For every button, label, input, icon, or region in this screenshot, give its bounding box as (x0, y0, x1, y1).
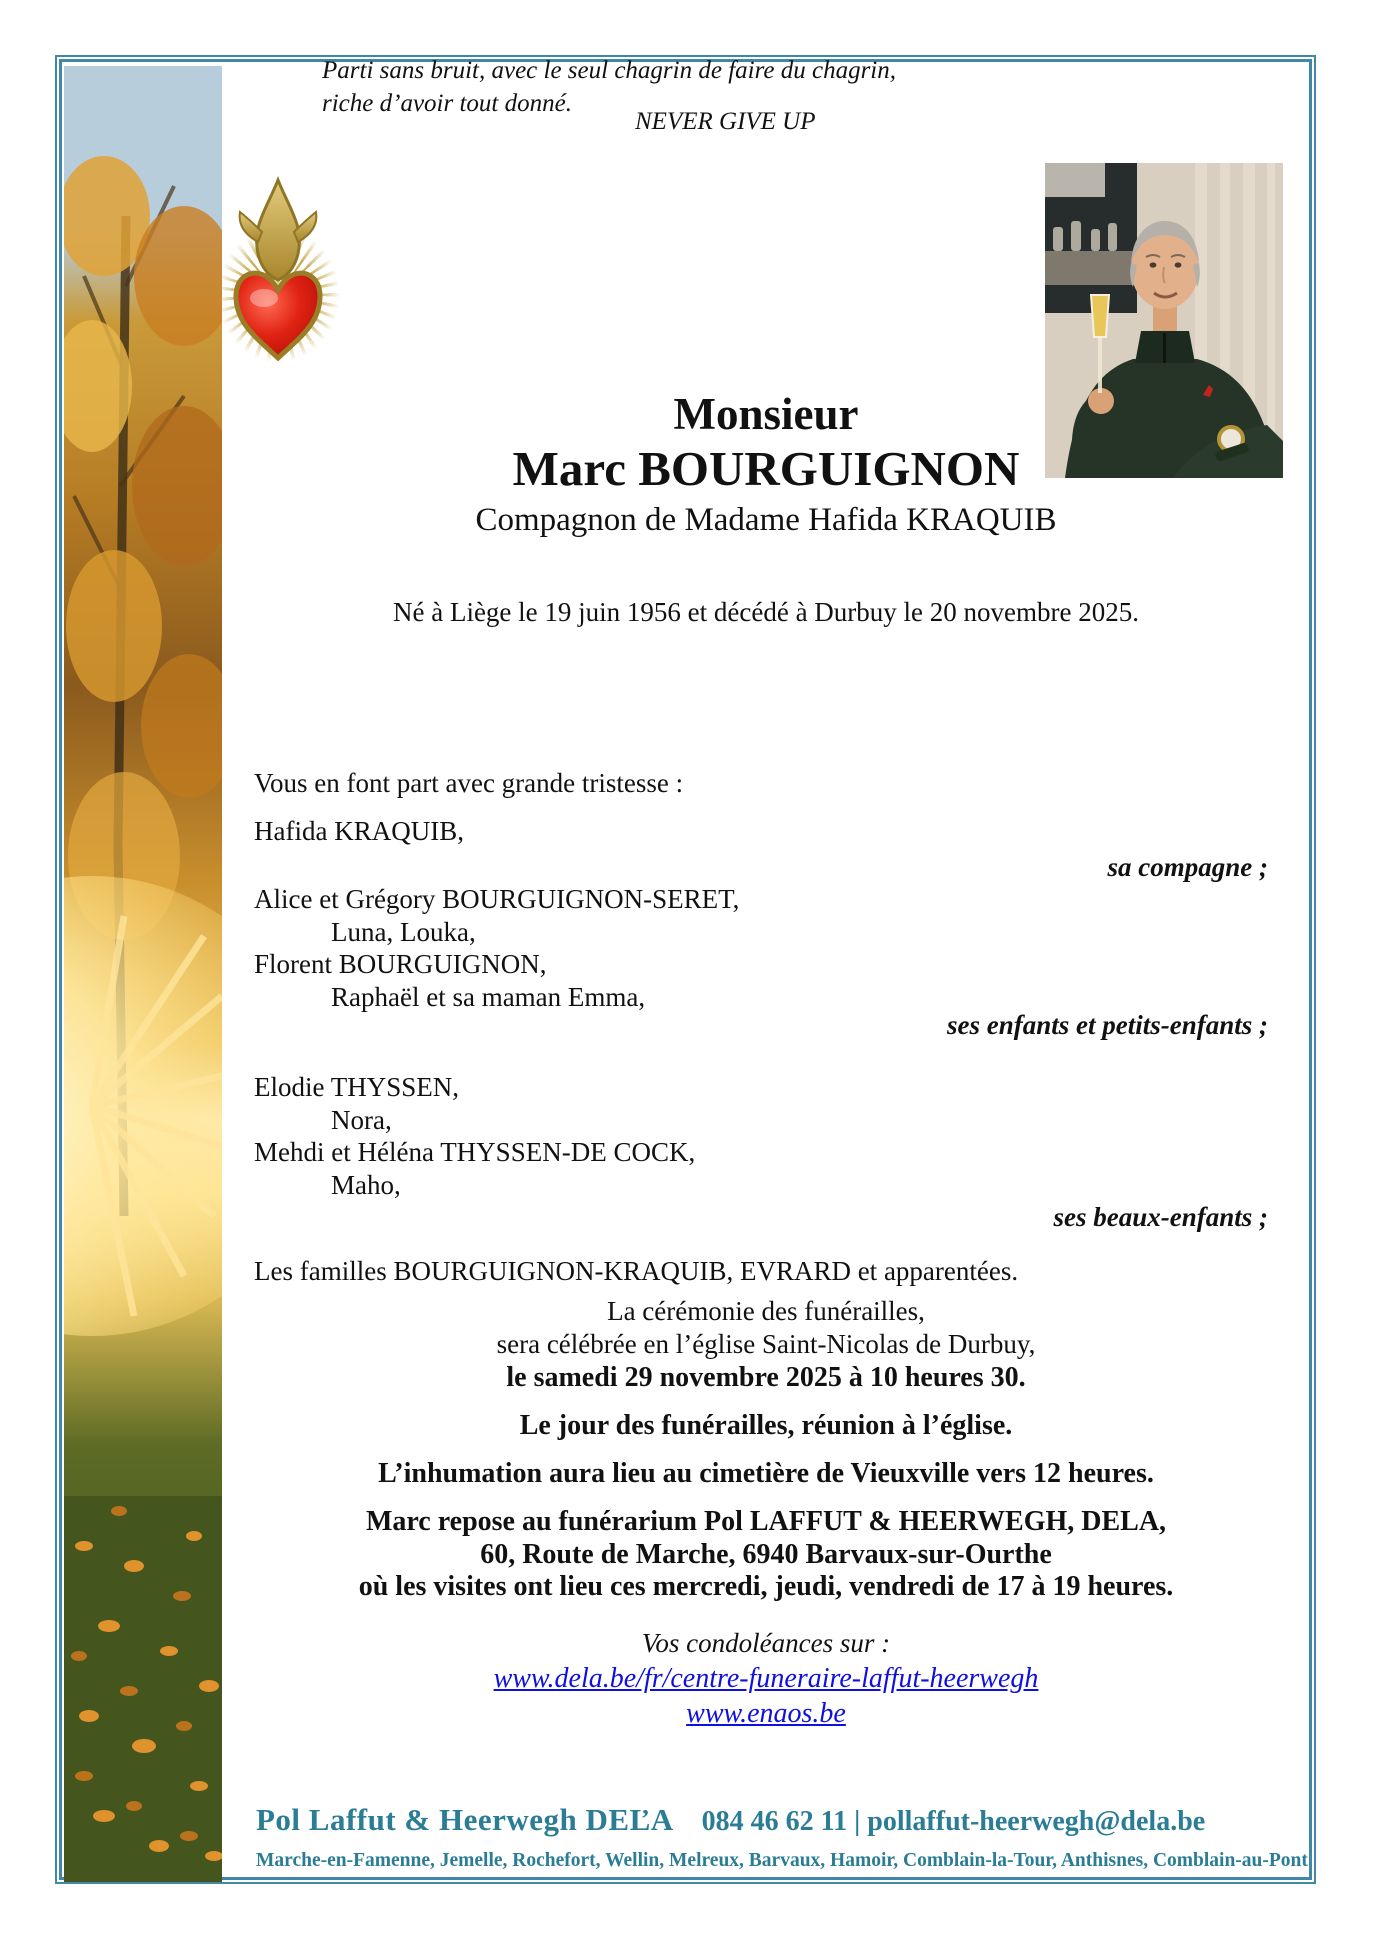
footer-contact: 084 46 62 11 | pollaffut-heerwegh@dela.be (701, 1806, 1206, 1837)
mourner-line: Elodie THYSSEN, (254, 1072, 460, 1102)
enaos-link[interactable]: www.enaos.be (686, 1698, 846, 1729)
motto: NEVER GIVE UP (635, 108, 816, 135)
condolences-link-enaos (230, 1698, 1302, 1730)
ceremony-line-1: La cérémonie des funérailles, (607, 1296, 925, 1326)
quote-line-1: Parti sans bruit, avec le seul chagrin de faire du chagrin, (322, 57, 896, 84)
condolences-label: Vos condoléances sur : (641, 1628, 891, 1658)
families-line: Les familles BOURGUIGNON-KRAQUIB, EVRARD et apparentées. (254, 1256, 1019, 1286)
meeting-line: Le jour des funérailles, réunion à l’église. (519, 1410, 1013, 1441)
quote-line-2: riche d’avoir tout donné. (322, 90, 572, 117)
ceremony-date: le samedi 29 novembre 2025 à 10 heures 30. (506, 1362, 1026, 1393)
repose-line-2: 60, Route de Marche, 6940 Barvaux-sur-Ourthe (480, 1539, 1052, 1570)
mourner-subline: Luna, Louka, (331, 917, 476, 947)
mourner-role: ses enfants et petits-enfants ; (947, 1010, 1268, 1040)
announcement-intro: Vous en font part avec grande tristesse : (254, 768, 684, 798)
title-civility: Monsieur (673, 389, 859, 439)
sacred-heart-icon (196, 172, 361, 377)
repose-line-1: Marc repose au funérarium Pol LAFFUT & HEERWEGH, DELA, (365, 1506, 1167, 1537)
mourner-subline: Maho, (331, 1170, 401, 1200)
life-dates: Né à Liège le 19 juin 1956 et décédé à Durbuy le 20 novembre 2025. (392, 597, 1139, 627)
sacred-heart-art (196, 172, 361, 377)
mourner-line: Mehdi et Héléna THYSSEN-DE COCK, (254, 1137, 696, 1167)
burial-line: L’inhumation aura lieu au cimetière de Vieuxville vers 12 heures. (378, 1458, 1154, 1489)
mourner-line: Florent BOURGUIGNON, (254, 949, 547, 979)
mourner-line: Hafida KRAQUIB, (254, 816, 464, 846)
mourner-subline: Raphaël et sa maman Emma, (331, 982, 646, 1012)
mourner-role: ses beaux-enfants ; (1053, 1202, 1268, 1232)
repose-line-3: où les visites ont lieu ces mercredi, jeudi, vendredi de 17 à 19 heures. (358, 1571, 1174, 1602)
mourner-line: Alice et Grégory BOURGUIGNON-SERET, (254, 884, 740, 914)
mourner-subline: Nora, (331, 1105, 392, 1135)
funeral-home-logo: Pol Laffut & Heerwegh DEĽA (256, 1802, 674, 1837)
condolences-link-dela (230, 1663, 1302, 1695)
dela-link[interactable]: www.dela.be/fr/centre-funeraire-laffut-heerwegh (493, 1663, 1039, 1694)
ceremony-line-2: sera célébrée en l’église Saint-Nicolas de Durbuy, (496, 1329, 1036, 1359)
footer (256, 1802, 1205, 1838)
mourner-role: sa compagne ; (1107, 852, 1268, 882)
deceased-name: Marc BOURGUIGNON (512, 441, 1020, 496)
relation-line: Compagnon de Madame Hafida KRAQUIB (475, 502, 1057, 538)
footer-locations: Marche-en-Famenne, Jemelle, Rochefort, Wellin, Melreux, Barvaux, Hamoir, Comblain-la-Tour, Anthisnes, Comblain-au-Pont (256, 1850, 1308, 1871)
